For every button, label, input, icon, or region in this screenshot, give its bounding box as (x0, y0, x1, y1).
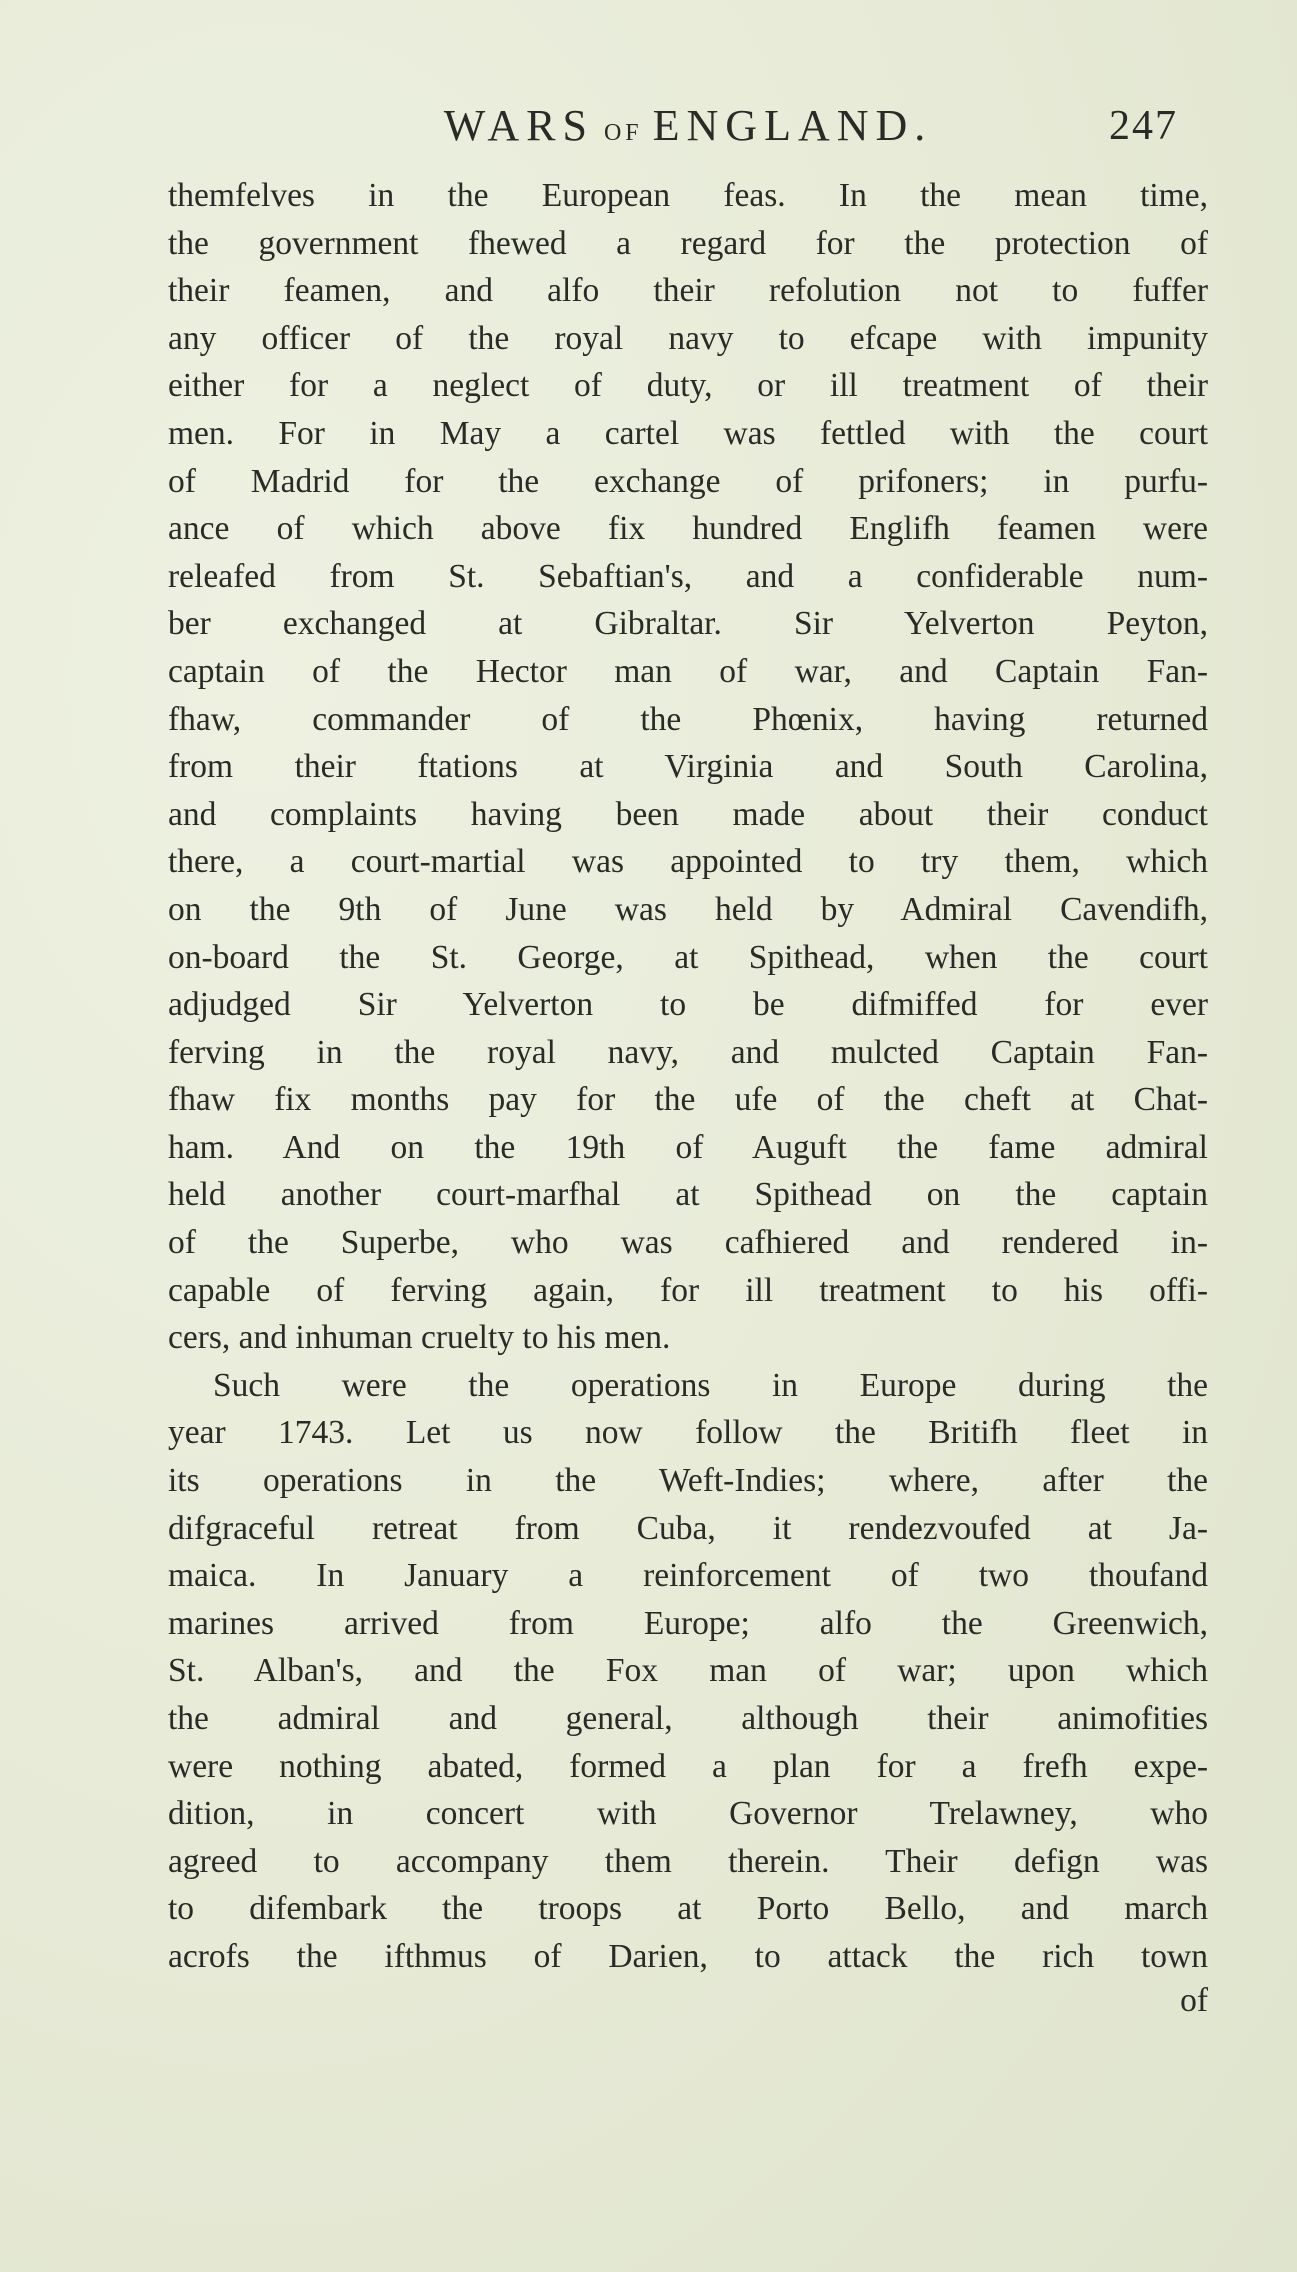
running-title-wars: WARS (443, 101, 594, 150)
text-line: ber exchanged at Gibraltar. Sir Yelverton Peyton, (168, 605, 1208, 643)
text-line: captain of the Hector man of war, and Captain Fan- (168, 652, 1208, 690)
text-line: the government fhewed a regard for the protection of (168, 224, 1208, 262)
text-line: men. For in May a cartel was fettled with the court (168, 414, 1208, 452)
text-line: fhaw, commander of the Phœnix, having returned (168, 700, 1208, 738)
text-line: to difembark the troops at Porto Bello, and march (168, 1890, 1208, 1928)
text-line: were nothing abated, formed a plan for a frefh expe- (168, 1747, 1208, 1785)
text-line: fhaw fix months pay for the ufe of the cheft at Chat- (168, 1081, 1208, 1119)
text-line: ferving in the royal navy, and mulcted Captain Fan- (168, 1033, 1208, 1071)
text-line: either for a neglect of duty, or ill treatment of their (168, 367, 1208, 405)
text-line: St. Alban's, and the Fox man of war; upon which (168, 1652, 1208, 1690)
body-text (168, 172, 1218, 2021)
text-line: ance of which above fix hundred Englifh feamen were (168, 510, 1208, 548)
text-line: its operations in the Weft-Indies; where, after the (168, 1462, 1208, 1500)
text-line: acrofs the ifthmus of Darien, to attack the rich town (168, 1937, 1208, 1975)
text-line: their feamen, and alfo their refolution not to fuffer (168, 272, 1208, 310)
catchword: of (1180, 1981, 1208, 2019)
text-line-paragraph-end: cers, and inhuman cruelty to his men. (168, 1319, 671, 1357)
running-title (168, 100, 1208, 151)
running-title-england: ENGLAND. (652, 101, 933, 150)
page-number: 247 (1109, 103, 1178, 149)
text-line: maica. In January a reinforcement of two thoufand (168, 1557, 1208, 1595)
text-line: releafed from St. Sebaftian's, and a confiderable num- (168, 557, 1208, 595)
text-line: any officer of the royal navy to efcape with impunity (168, 319, 1208, 357)
text-line: year 1743. Let us now follow the Britifh fleet in (168, 1414, 1208, 1452)
text-line: marines arrived from Europe; alfo the Greenwich, (168, 1604, 1208, 1642)
text-line: and complaints having been made about their conduct (168, 795, 1208, 833)
text-line: adjudged Sir Yelverton to be difmiffed for ever (168, 986, 1208, 1024)
text-line: of the Superbe, who was cafhiered and rendered in- (168, 1224, 1208, 1262)
text-line: from their ftations at Virginia and South Carolina, (168, 748, 1208, 786)
text-line: the admiral and general, although their animofities (168, 1700, 1208, 1737)
text-line: on the 9th of June was held by Admiral Cavendifh, (168, 890, 1208, 928)
text-line: difgraceful retreat from Cuba, it rendezvoufed at Ja- (168, 1509, 1208, 1547)
text-line: of Madrid for the exchange of prifoners; in purfu- (168, 462, 1208, 500)
running-title-of: OF (603, 120, 643, 146)
text-line: held another court-marfhal at Spithead on the captain (168, 1176, 1208, 1214)
text-line: themfelves in the European feas. In the mean time, (168, 177, 1208, 214)
text-line: ham. And on the 19th of Auguft the fame admiral (168, 1128, 1208, 1166)
text-line: dition, in concert with Governor Trelawney, who (168, 1795, 1208, 1833)
running-head (168, 100, 1208, 160)
text-line: on-board the St. George, at Spithead, when the court (168, 938, 1208, 976)
text-line-paragraph-start: Such were the operations in Europe during the (213, 1366, 1208, 1404)
page (168, 100, 1218, 2021)
text-line: agreed to accompany them therein. Their defign was (168, 1842, 1208, 1880)
text-line: there, a court-martial was appointed to try them, which (168, 843, 1208, 881)
text-line: capable of ferving again, for ill treatment to his offi- (168, 1271, 1208, 1309)
